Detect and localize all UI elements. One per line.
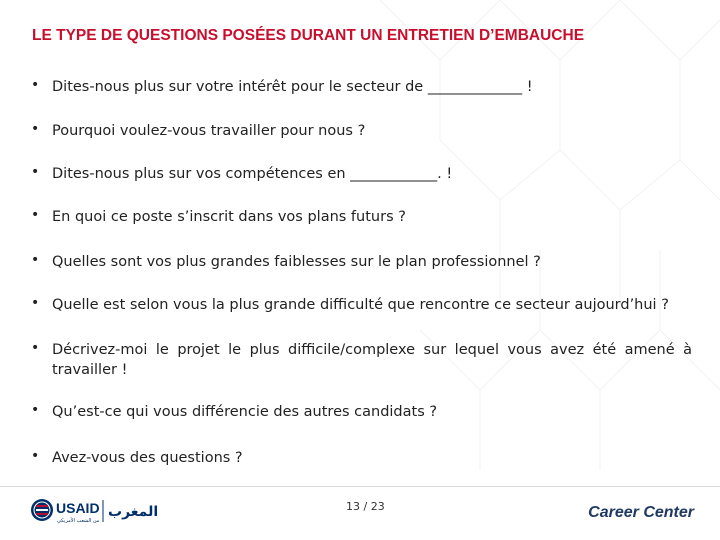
- bullet-icon: •: [31, 340, 40, 356]
- bullet-icon: •: [31, 207, 40, 223]
- question-text: Avez-vous des questions ?: [52, 450, 243, 466]
- footer-divider: [0, 486, 720, 487]
- bullet-icon: •: [31, 402, 40, 418]
- career-center-brand: Career Center: [588, 504, 694, 521]
- question-text: Quelle est selon vous la plus grande difficulté que rencontre ce secteur aujourd’hui ?: [52, 297, 669, 313]
- question-text: Quelles sont vos plus grandes faiblesses sur le plan professionnel ?: [52, 254, 541, 270]
- bullet-icon: •: [31, 295, 40, 311]
- slide-title: LE TYPE DE QUESTIONS POSÉES DURANT UN ENTRETIEN D’EMBAUCHE: [32, 27, 585, 44]
- page-number: 13 / 23: [346, 500, 385, 513]
- question-text: Dites-nous plus sur vos compétences en ____________. !: [52, 166, 453, 182]
- bullet-icon: •: [31, 164, 40, 180]
- bullet-icon: •: [31, 252, 40, 268]
- bullet-icon: •: [31, 77, 40, 93]
- usaid-wordmark: USAID: [56, 500, 100, 516]
- question-text: Qu’est-ce qui vous différencie des autres candidats ?: [52, 404, 438, 420]
- question-text: Décrivez-moi le projet le plus difficile/complexe sur lequel vous avez été amené à travailler !: [52, 342, 692, 378]
- question-text: En quoi ce poste s’inscrit dans vos plans futurs ?: [52, 209, 406, 225]
- question-text: Pourquoi voulez-vous travailler pour nous ?: [52, 123, 366, 139]
- usaid-tagline: من الشعب الأمريكي: [57, 518, 100, 524]
- usaid-logo: [30, 496, 170, 526]
- question-text: Dites-nous plus sur votre intérêt pour le secteur de _____________ !: [52, 79, 533, 95]
- bullet-icon: •: [31, 448, 40, 464]
- bullet-icon: •: [31, 121, 40, 137]
- morocco-arabic-label: المغرب: [108, 504, 159, 520]
